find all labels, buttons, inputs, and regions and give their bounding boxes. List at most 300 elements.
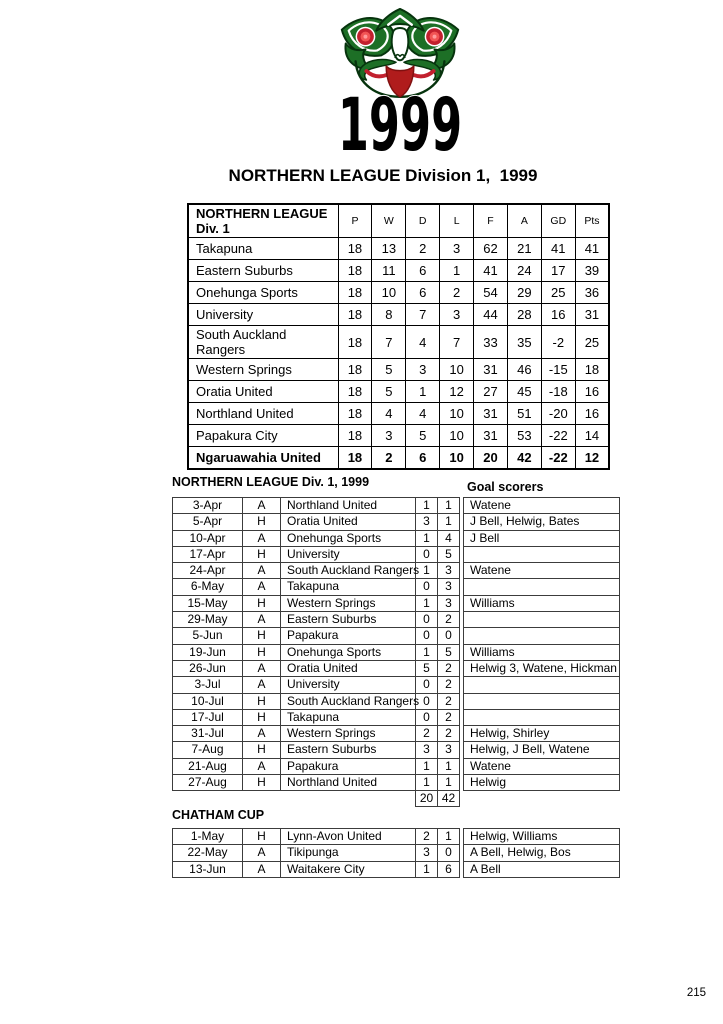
goal-scorers: Helwig (464, 775, 620, 791)
goal-scorers (464, 628, 620, 644)
match-date: 15-May (173, 595, 243, 611)
stat-value: 18 (338, 403, 372, 425)
goal-scorers: Watene (464, 563, 620, 579)
stat-value: -20 (541, 403, 575, 425)
opponent: Northland United (281, 775, 416, 791)
league-row (188, 425, 609, 447)
fixture-row (173, 498, 460, 514)
fixture-scorers-row (464, 742, 620, 758)
stat-value: 46 (507, 359, 541, 381)
league-row (188, 359, 609, 381)
home-away: H (243, 709, 281, 725)
league-row (188, 403, 609, 425)
goals-for: 5 (416, 660, 438, 676)
stat-value: 36 (575, 282, 609, 304)
fixtures-scorers-table (463, 497, 620, 791)
stat-value: 10 (440, 403, 474, 425)
team-name: Onehunga Sports (188, 282, 338, 304)
home-away: A (243, 612, 281, 628)
match-date: 5-Apr (173, 514, 243, 530)
goal-scorers: Helwig, Williams (464, 829, 620, 845)
stat-value: 10 (372, 282, 406, 304)
opponent: Eastern Suburbs (281, 612, 416, 628)
goals-against: 3 (438, 742, 460, 758)
goals-against: 5 (438, 546, 460, 562)
match-date: 3-Apr (173, 498, 243, 514)
stat-value: 4 (406, 326, 440, 359)
match-date: 19-Jun (173, 644, 243, 660)
goals-for: 0 (416, 612, 438, 628)
stat-value: 62 (474, 238, 508, 260)
chatham-scorers-row (464, 845, 620, 861)
stat-value: 4 (406, 403, 440, 425)
match-date: 1-May (173, 829, 243, 845)
stat-value: 25 (541, 282, 575, 304)
goals-for: 0 (416, 579, 438, 595)
league-col-header: A (507, 204, 541, 238)
stat-value: 1 (406, 381, 440, 403)
goal-scorers: A Bell, Helwig, Bos (464, 845, 620, 861)
fixture-row (173, 595, 460, 611)
team-name: South Auckland Rangers (188, 326, 338, 359)
fixtures-table (172, 497, 460, 791)
league-row (188, 260, 609, 282)
fixture-scorers-row (464, 644, 620, 660)
match-date: 21-Aug (173, 758, 243, 774)
maori-mask-logo (335, 6, 465, 169)
goals-against: 2 (438, 677, 460, 693)
goals-against: 3 (438, 595, 460, 611)
goal-scorers: Williams (464, 644, 620, 660)
opponent: South Auckland Rangers (281, 693, 416, 709)
home-away: A (243, 563, 281, 579)
team-name: Ngaruawahia United (188, 447, 338, 470)
goals-for: 1 (416, 498, 438, 514)
stat-value: 18 (575, 359, 609, 381)
chatham-cup-title: CHATHAM CUP (172, 808, 265, 822)
goals-for: 0 (416, 628, 438, 644)
stat-value: 11 (372, 260, 406, 282)
goal-scorers: J Bell (464, 530, 620, 546)
fixture-row (173, 612, 460, 628)
fixture-row (173, 709, 460, 725)
goals-for: 0 (416, 709, 438, 725)
home-away: A (243, 758, 281, 774)
stat-value: 1 (440, 260, 474, 282)
opponent: Papakura (281, 628, 416, 644)
opponent: Northland United (281, 498, 416, 514)
home-away: H (243, 693, 281, 709)
home-away: H (243, 628, 281, 644)
goal-scorers: Williams (464, 595, 620, 611)
goals-against: 1 (438, 498, 460, 514)
stat-value: 16 (541, 304, 575, 326)
page-title: NORTHERN LEAGUE Division 1, 1999 (228, 166, 538, 185)
stat-value: 31 (474, 359, 508, 381)
goal-scorers: Watene (464, 498, 620, 514)
goals-for: 2 (416, 829, 438, 845)
stat-value: 2 (440, 282, 474, 304)
goals-for: 1 (416, 861, 438, 877)
opponent: South Auckland Rangers (281, 563, 416, 579)
goals-against: 6 (438, 861, 460, 877)
fixtures-scorers-body (464, 498, 620, 791)
fixture-row (173, 677, 460, 693)
stat-value: 5 (372, 381, 406, 403)
opponent: Onehunga Sports (281, 530, 416, 546)
stat-value: 41 (541, 238, 575, 260)
fixture-row (173, 742, 460, 758)
match-date: 7-Aug (173, 742, 243, 758)
match-date: 27-Aug (173, 775, 243, 791)
league-col-header: GD (541, 204, 575, 238)
fixture-row (173, 628, 460, 644)
total-goals-for: 20 (416, 791, 438, 807)
home-away: A (243, 530, 281, 546)
opponent: Oratia United (281, 514, 416, 530)
opponent: Waitakere City (281, 861, 416, 877)
opponent: University (281, 546, 416, 562)
stat-value: 12 (575, 447, 609, 470)
goals-for: 1 (416, 758, 438, 774)
fixture-scorers-row (464, 530, 620, 546)
goals-for: 0 (416, 693, 438, 709)
total-goals-against: 42 (438, 791, 460, 807)
fixture-row (173, 530, 460, 546)
opponent: Oratia United (281, 660, 416, 676)
stat-value: 10 (440, 359, 474, 381)
league-row (188, 381, 609, 403)
match-date: 24-Apr (173, 563, 243, 579)
goals-for: 0 (416, 546, 438, 562)
stat-value: 45 (507, 381, 541, 403)
goals-against: 1 (438, 829, 460, 845)
chatham-main-body (173, 829, 460, 878)
home-away: A (243, 677, 281, 693)
stat-value: 7 (406, 304, 440, 326)
match-date: 5-Jun (173, 628, 243, 644)
goal-scorers (464, 612, 620, 628)
stat-value: 2 (406, 238, 440, 260)
stat-value: 4 (372, 403, 406, 425)
stat-value: 3 (372, 425, 406, 447)
stat-value: 6 (406, 447, 440, 470)
home-away: H (243, 742, 281, 758)
stat-value: -22 (541, 447, 575, 470)
league-col-header: P (338, 204, 372, 238)
stat-value: 18 (338, 381, 372, 403)
goals-against: 0 (438, 845, 460, 861)
stat-value: -2 (541, 326, 575, 359)
fixture-scorers-row (464, 612, 620, 628)
stat-value: 5 (406, 425, 440, 447)
stat-value: 17 (541, 260, 575, 282)
stat-value: 29 (507, 282, 541, 304)
league-table (187, 203, 610, 470)
goals-for: 3 (416, 845, 438, 861)
stat-value: 3 (406, 359, 440, 381)
goals-for: 1 (416, 563, 438, 579)
stat-value: -18 (541, 381, 575, 403)
stat-value: 35 (507, 326, 541, 359)
goal-scorers: J Bell, Helwig, Bates (464, 514, 620, 530)
goals-for: 3 (416, 742, 438, 758)
home-away: H (243, 644, 281, 660)
opponent: Eastern Suburbs (281, 742, 416, 758)
home-away: H (243, 775, 281, 791)
goal-scorers (464, 709, 620, 725)
fixture-scorers-row (464, 758, 620, 774)
stat-value: 39 (575, 260, 609, 282)
stat-value: 18 (338, 447, 372, 470)
goals-against: 2 (438, 709, 460, 725)
goal-scorers: A Bell (464, 861, 620, 877)
stat-value: 3 (440, 304, 474, 326)
team-name: Takapuna (188, 238, 338, 260)
stat-value: 8 (372, 304, 406, 326)
goal-scorers-header: Goal scorers (467, 480, 544, 494)
goals-against: 1 (438, 514, 460, 530)
fixture-row (173, 563, 460, 579)
league-row (188, 326, 609, 359)
stat-value: 10 (440, 447, 474, 470)
stat-value: 24 (507, 260, 541, 282)
fixture-row (173, 660, 460, 676)
chatham-scorers-table (463, 828, 620, 878)
opponent: Papakura (281, 758, 416, 774)
goals-for: 1 (416, 530, 438, 546)
chatham-cup-table (172, 828, 460, 878)
goals-against: 1 (438, 758, 460, 774)
opponent: Onehunga Sports (281, 644, 416, 660)
stat-value: -15 (541, 359, 575, 381)
fixture-row (173, 775, 460, 791)
stat-value: 18 (338, 282, 372, 304)
fixture-row (173, 546, 460, 562)
goals-for: 2 (416, 726, 438, 742)
fixture-scorers-row (464, 563, 620, 579)
stat-value: 28 (507, 304, 541, 326)
opponent: University (281, 677, 416, 693)
stat-value: 6 (406, 282, 440, 304)
fixture-scorers-row (464, 514, 620, 530)
chatham-row (173, 861, 460, 877)
home-away: A (243, 726, 281, 742)
opponent: Lynn-Avon United (281, 829, 416, 845)
goals-for: 3 (416, 514, 438, 530)
stat-value: 16 (575, 381, 609, 403)
goals-against: 2 (438, 660, 460, 676)
stat-value: 54 (474, 282, 508, 304)
goals-against: 1 (438, 775, 460, 791)
home-away: H (243, 829, 281, 845)
stat-value: 33 (474, 326, 508, 359)
stat-value: 10 (440, 425, 474, 447)
match-date: 6-May (173, 579, 243, 595)
fixtures-totals (415, 790, 460, 807)
stat-value: 18 (338, 304, 372, 326)
match-date: 29-May (173, 612, 243, 628)
match-date: 31-Jul (173, 726, 243, 742)
match-date: 17-Apr (173, 546, 243, 562)
goals-for: 1 (416, 595, 438, 611)
stat-value: 13 (372, 238, 406, 260)
goals-against: 0 (438, 628, 460, 644)
goals-against: 2 (438, 693, 460, 709)
team-name: Eastern Suburbs (188, 260, 338, 282)
opponent: Tikipunga (281, 845, 416, 861)
goals-for: 1 (416, 644, 438, 660)
home-away: A (243, 498, 281, 514)
stat-value: 7 (440, 326, 474, 359)
match-date: 10-Apr (173, 530, 243, 546)
fixture-row (173, 726, 460, 742)
goals-against: 3 (438, 579, 460, 595)
fixture-scorers-row (464, 677, 620, 693)
stat-value: 41 (474, 260, 508, 282)
stat-value: -22 (541, 425, 575, 447)
chatham-scorers-row (464, 861, 620, 877)
chatham-scorers-row (464, 829, 620, 845)
league-col-header: D (406, 204, 440, 238)
fixture-scorers-row (464, 579, 620, 595)
fixture-scorers-row (464, 498, 620, 514)
league-table-name: NORTHERN LEAGUE Div. 1 (188, 204, 338, 238)
stat-value: 14 (575, 425, 609, 447)
fixture-row (173, 758, 460, 774)
fixtures-title: NORTHERN LEAGUE Div. 1, 1999 (172, 475, 370, 489)
home-away: A (243, 579, 281, 595)
stat-value: 18 (338, 326, 372, 359)
opponent: Western Springs (281, 726, 416, 742)
club-logo (335, 6, 465, 169)
league-table-body (188, 238, 609, 470)
league-row (188, 304, 609, 326)
stat-value: 25 (575, 326, 609, 359)
match-date: 13-Jun (173, 861, 243, 877)
team-name: Oratia United (188, 381, 338, 403)
goals-against: 5 (438, 644, 460, 660)
fixture-row (173, 644, 460, 660)
stat-value: 18 (338, 425, 372, 447)
stat-value: 31 (474, 425, 508, 447)
goals-for: 0 (416, 677, 438, 693)
fixture-scorers-row (464, 628, 620, 644)
chatham-scorers-body (464, 829, 620, 878)
match-date: 10-Jul (173, 693, 243, 709)
stat-value: 53 (507, 425, 541, 447)
stat-value: 20 (474, 447, 508, 470)
stat-value: 18 (338, 238, 372, 260)
fixture-scorers-row (464, 726, 620, 742)
stat-value: 21 (507, 238, 541, 260)
totals-row (416, 791, 460, 807)
league-row (188, 238, 609, 260)
match-date: 26-Jun (173, 660, 243, 676)
stat-value: 51 (507, 403, 541, 425)
team-name: University (188, 304, 338, 326)
stat-value: 6 (406, 260, 440, 282)
stat-value: 16 (575, 403, 609, 425)
chatham-row (173, 845, 460, 861)
league-col-header: W (372, 204, 406, 238)
goal-scorers (464, 693, 620, 709)
goals-for: 1 (416, 775, 438, 791)
stat-value: 42 (507, 447, 541, 470)
stat-value: 12 (440, 381, 474, 403)
goal-scorers: Helwig 3, Watene, Hickman (464, 660, 620, 676)
home-away: A (243, 660, 281, 676)
fixtures-main-body (173, 498, 460, 791)
fixture-scorers-row (464, 546, 620, 562)
match-date: 17-Jul (173, 709, 243, 725)
team-name: Western Springs (188, 359, 338, 381)
goal-scorers: Helwig, Shirley (464, 726, 620, 742)
stat-value: 3 (440, 238, 474, 260)
opponent: Takapuna (281, 579, 416, 595)
team-name: Northland United (188, 403, 338, 425)
goal-scorers: Watene (464, 758, 620, 774)
goals-against: 4 (438, 530, 460, 546)
league-row (188, 282, 609, 304)
goals-against: 2 (438, 726, 460, 742)
stat-value: 5 (372, 359, 406, 381)
league-row (188, 447, 609, 470)
fixture-scorers-row (464, 709, 620, 725)
fixture-scorers-row (464, 595, 620, 611)
fixture-row (173, 579, 460, 595)
league-col-header: Pts (575, 204, 609, 238)
stat-value: 31 (474, 403, 508, 425)
stat-value: 27 (474, 381, 508, 403)
goals-against: 2 (438, 612, 460, 628)
stat-value: 18 (338, 260, 372, 282)
goal-scorers (464, 677, 620, 693)
league-col-header: L (440, 204, 474, 238)
stat-value: 2 (372, 447, 406, 470)
match-date: 22-May (173, 845, 243, 861)
opponent: Takapuna (281, 709, 416, 725)
home-away: A (243, 861, 281, 877)
stat-value: 18 (338, 359, 372, 381)
team-name: Papakura City (188, 425, 338, 447)
goal-scorers: Helwig, J Bell, Watene (464, 742, 620, 758)
logo-year: 1999 (337, 83, 463, 169)
league-col-header: F (474, 204, 508, 238)
fixture-row (173, 693, 460, 709)
stat-value: 31 (575, 304, 609, 326)
home-away: A (243, 845, 281, 861)
home-away: H (243, 546, 281, 562)
match-date: 3-Jul (173, 677, 243, 693)
stat-value: 7 (372, 326, 406, 359)
home-away: H (243, 514, 281, 530)
opponent: Western Springs (281, 595, 416, 611)
fixture-scorers-row (464, 775, 620, 791)
home-away: H (243, 595, 281, 611)
chatham-row (173, 829, 460, 845)
stat-value: 44 (474, 304, 508, 326)
stat-value: 41 (575, 238, 609, 260)
goal-scorers (464, 579, 620, 595)
fixture-scorers-row (464, 660, 620, 676)
goals-against: 3 (438, 563, 460, 579)
league-header-row (188, 204, 609, 238)
goal-scorers (464, 546, 620, 562)
fixture-scorers-row (464, 693, 620, 709)
page-number: 215 (686, 987, 706, 999)
fixture-row (173, 514, 460, 530)
